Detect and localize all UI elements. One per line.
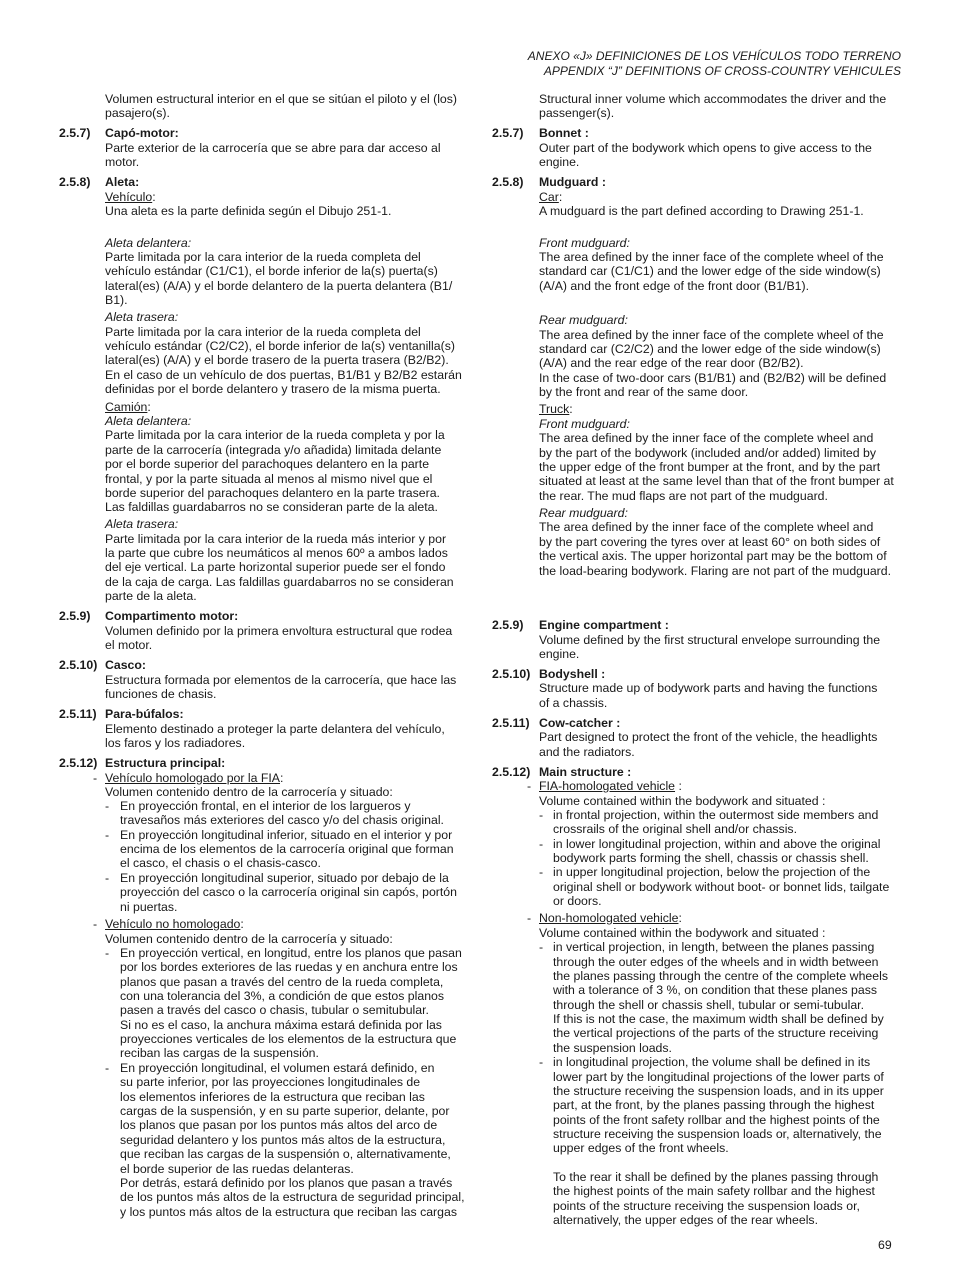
dash: -: [539, 865, 544, 879]
dash: -: [539, 808, 544, 822]
colon: :: [240, 917, 244, 931]
left-line: el casco, el chasis o el chasis-casco.: [120, 856, 321, 870]
left-line: Las faldillas guardabarros no se consideran parte de la aleta.: [105, 500, 438, 514]
right-line: the rear. The mud flaps are not part of the mudguard.: [539, 489, 828, 503]
dash: -: [539, 940, 544, 954]
left-line: parte de la aleta.: [105, 589, 197, 603]
section-title: Bodyshell :: [539, 667, 606, 681]
dash: -: [105, 1061, 110, 1075]
left-line: lateral(es) (A/A) y el borde trasero de la puerta trasera (B2/B2).: [105, 353, 449, 367]
running-header: [528, 49, 901, 78]
left-line: cargas de la suspensión, y en su parte superior, delante, por: [120, 1104, 450, 1118]
dash: -: [105, 799, 110, 813]
right-line: the suspension loads.: [553, 1041, 672, 1055]
left-line: Por detrás, estará definido por los planos que pasan a través: [120, 1176, 453, 1190]
left-line: Parte limitada por la cara interior de la rueda completa y por la: [105, 428, 445, 442]
section-number: 2.5.8): [492, 175, 524, 189]
left-line: Una aleta es la parte definida según el Dibujo 251-1.: [105, 204, 392, 218]
left-line: Elemento destinado a proteger la parte delantera del vehículo,: [105, 722, 445, 736]
dash: -: [105, 871, 110, 885]
section-title: Engine compartment :: [539, 618, 669, 632]
right-line: bodywork parts forming the shell, chassis or chassis shell.: [553, 851, 869, 865]
left-line: los elementos inferiores de la estructura que reciban las: [120, 1090, 425, 1104]
left-line: Si no es el caso, la anchura máxima estará definida por las: [120, 1018, 442, 1032]
left-line: borde superior del parachoques delantero en la parte trasera.: [105, 486, 440, 500]
dash: -: [93, 917, 98, 931]
subheading-underlined: Non-homologated vehicle: [539, 911, 679, 925]
left-line: seguridad delantero y los puntos más altos de la estructura,: [120, 1133, 446, 1147]
section-title: Estructura principal:: [105, 756, 226, 770]
section-title: Para-búfalos:: [105, 707, 184, 721]
left-line: En proyección frontal, en el interior de los largueros y: [120, 799, 411, 813]
subheading-line: [105, 771, 283, 786]
right-line: of a chassis.: [539, 696, 608, 710]
left-line: En proyección longitudinal, el volumen estará definido, en: [120, 1061, 435, 1075]
colon: :: [147, 400, 151, 414]
right-line: structure receiving the suspension loads or, alternatively, the: [553, 1127, 882, 1141]
dash: -: [105, 946, 110, 960]
left-line: por los bordes exteriores de las ruedas y en anchura entre los: [120, 960, 458, 974]
section-title: Cow-catcher :: [539, 716, 621, 730]
right-line: standard car (C1/C1) and the lower edge of the side window(s): [539, 264, 881, 278]
colon: :: [678, 911, 682, 925]
left-line: En proyección vertical, en longitud, entre los planos que pasan: [120, 946, 462, 960]
right-line: the vertical projections of the parts of the structure receiving: [553, 1026, 879, 1040]
right-line: Structure made up of bodywork parts and having the functions: [539, 681, 878, 695]
subheading-line: [539, 402, 573, 417]
right-line: situated at least at the same level than that of the front bumper at: [539, 474, 894, 488]
right-line: Volume contained within the bodywork and situated :: [539, 926, 826, 940]
section-number: 2.5.7): [59, 126, 91, 140]
right-line: the structure receiving the suspension loads, and in its upper: [553, 1084, 884, 1098]
right-line: engine.: [539, 155, 580, 169]
subheading-line: [105, 917, 244, 932]
subheading-underlined: Camión: [105, 400, 148, 414]
right-line: The area defined by the inner face of the complete wheel of the: [539, 250, 884, 264]
right-line: points of the front safety rollbar and the highest points of the: [553, 1113, 880, 1127]
right-line: the vertical axis. The upper horizontal part may be the bottom of: [539, 549, 887, 563]
left-line: En el caso de un vehículo de dos puertas, B1/B1 y B2/B2 estarán: [105, 368, 462, 382]
right-line: (A/A) and the rear edge of the rear door (B2/B2).: [539, 356, 804, 370]
right-line: To the rear it shall be defined by the planes passing through: [553, 1170, 879, 1184]
left-line: su parte inferior, por las proyecciones longitudinales de: [120, 1075, 421, 1089]
dash: -: [539, 837, 544, 851]
left-line: de los puntos más altos de la estructura de seguridad principal,: [120, 1190, 465, 1204]
right-line: or doors.: [553, 894, 602, 908]
dash: -: [527, 779, 532, 793]
left-line: proyección del casco o la carrocería original sin capós, portón: [120, 885, 457, 899]
right-line: by the part covering the tyres over at least 60° on both sides of: [539, 535, 881, 549]
colon: :: [280, 771, 284, 785]
left-line: lateral(es) (A/A) y el borde delantero de la puerta delantera (B1/: [105, 279, 453, 293]
section-number: 2.5.10): [59, 658, 98, 672]
right-line: Volume contained within the bodywork and situated :: [539, 794, 826, 808]
left-line: planos que pasan a través del centro de la rueda completa,: [120, 975, 444, 989]
left-line: Parte limitada por la cara interior de la rueda completa del: [105, 250, 421, 264]
right-line: (A/A) and the front edge of the front door (B1/B1).: [539, 279, 810, 293]
left-line: funciones de chasis.: [105, 687, 217, 701]
left-line: motor.: [105, 155, 140, 169]
left-line: Parte exterior de la carrocería que se abre para dar acceso al: [105, 141, 441, 155]
right-line: through the outer edges of the wheels and in width between: [553, 955, 879, 969]
left-line: Volumen definido por la primera envoltura estructural que rodea: [105, 624, 453, 638]
right-line: the highest points of the main safety rollbar and the highest: [553, 1184, 875, 1198]
right-line: through the shell or chassis shell, tubular or semi-tubular.: [553, 998, 864, 1012]
left-line: proyecciones verticales de los elementos de la estructura que: [120, 1032, 457, 1046]
section-number: 2.5.7): [492, 126, 524, 140]
right-line: by the part of the bodywork (included and/or added) limited by: [539, 446, 876, 460]
right-line: in lower longitudinal projection, within and above the original: [553, 837, 881, 851]
right-line: Volume defined by the first structural envelope surrounding the: [539, 633, 881, 647]
left-line: pasen a través del casco o chasis, tubular o semitubular.: [120, 1003, 429, 1017]
left-line: reciban las cargas de la suspensión.: [120, 1046, 319, 1060]
right-line: A mudguard is the part defined according to Drawing 251-1.: [539, 204, 864, 218]
section-number: 2.5.12): [492, 765, 531, 779]
right-line: points of the structure receiving the suspension loads or,: [553, 1199, 860, 1213]
right-line: by the front and rear of the same door.: [539, 385, 749, 399]
right-line: In the case of two-door cars (B1/B1) and (B2/B2) will be defined: [539, 371, 887, 385]
section-number: 2.5.10): [492, 667, 531, 681]
dash: -: [93, 771, 98, 785]
dash: -: [539, 1055, 544, 1069]
left-line: de la caja de carga. Las faldillas guardabarros no se consideran: [105, 575, 454, 589]
right-line: with a tolerance of 3 %, on condition that these planes pass: [553, 983, 878, 997]
left-line: frontal, y por la parte situada al menos al mismo nivel que el: [105, 472, 433, 486]
subheading-italic: Aleta delantera:: [105, 236, 192, 250]
section-number: 2.5.11): [59, 707, 97, 721]
subheading-underlined: Vehículo no homologado: [105, 917, 241, 931]
right-line: The area defined by the inner face of the complete wheel and: [539, 520, 874, 534]
section-number: 2.5.12): [59, 756, 98, 770]
section-title: Aleta:: [105, 175, 140, 189]
right-line: the load-bearing bodywork. Flaring are not part of the mudguard.: [539, 564, 892, 578]
left-line: Volumen estructural interior en el que se sitúan el piloto y el (los): [105, 92, 458, 106]
left-line: el borde superior de las ruedas delanteras.: [120, 1162, 354, 1176]
left-line: parte de la carrocería (integrada y/o añadida) limitada delante: [105, 443, 442, 457]
left-line: vehículo estándar (C1/C1), el borde inferior de la(s) puerta(s): [105, 264, 438, 278]
right-line: alternatively, the upper edges of the rear wheels.: [553, 1213, 818, 1227]
colon: :: [569, 402, 573, 416]
subheading-line: [539, 779, 682, 794]
section-title: Capó-motor:: [105, 126, 179, 140]
subheading-line: [539, 911, 682, 926]
left-line: que reciban las cargas de la suspensión o, alternativamente,: [120, 1147, 451, 1161]
subheading-underlined: Vehículo homologado por la FIA: [105, 771, 281, 785]
left-line: En proyección longitudinal inferior, situado en el interior y por: [120, 828, 453, 842]
left-line: ni puertas.: [120, 900, 178, 914]
colon: :: [558, 190, 563, 204]
right-line: engine.: [539, 647, 580, 661]
left-line: Estructura formada por elementos de la carrocería, que hace las: [105, 673, 457, 687]
right-line: passenger(s).: [539, 106, 615, 120]
left-line: vehículo estándar (C2/C2), el borde inferior de la(s) ventanilla(s): [105, 339, 455, 353]
subheading-italic: Front mudguard:: [539, 236, 630, 250]
right-line: Structural inner volume which accommodates the driver and the: [539, 92, 887, 106]
left-line: encima de los elementos de la carrocería original que forman: [120, 842, 454, 856]
left-line: travesaños más exteriores del casco y/o del chasis original.: [120, 813, 444, 827]
subheading-italic: Rear mudguard:: [539, 313, 628, 327]
subheading-underlined: FIA-homologated vehicle: [539, 779, 676, 793]
right-line: lower part by the longitudinal projections of the lower parts of: [553, 1070, 884, 1084]
section-title: Bonnet :: [539, 126, 589, 140]
left-line: Volumen contenido dentro de la carrocería y situado:: [105, 785, 393, 799]
left-line: por el borde superior del parachoques delantero en la parte: [105, 457, 430, 471]
left-line: los faros y los radiadores.: [105, 736, 246, 750]
subheading-italic: Front mudguard:: [539, 417, 630, 431]
subheading-underlined: Truck: [539, 402, 570, 416]
section-number: 2.5.9): [59, 609, 91, 623]
header-line-en: APPENDIX “J” DEFINITIONS OF CROSS-COUNTRY VEHICULES: [543, 63, 901, 78]
section-number: 2.5.9): [492, 618, 524, 632]
left-line: del eje vertical. La parte horizontal superior puede ser el fondo: [105, 560, 446, 574]
section-number: 2.5.8): [59, 175, 91, 189]
right-line: original shell or bodywork without boot- or bonnet lids, tailgate: [553, 880, 890, 894]
left-line: En proyección longitudinal superior, situado por debajo de la: [120, 871, 449, 885]
colon: :: [152, 190, 156, 204]
subheading-italic: Aleta trasera:: [105, 517, 179, 531]
right-line: The area defined by the inner face of the complete wheel and: [539, 431, 874, 445]
right-line: in upper longitudinal projection, below the projection of the: [553, 865, 871, 879]
right-line: in frontal projection, within the outermost side members and: [553, 808, 879, 822]
section-title: Casco:: [105, 658, 147, 672]
section-number: 2.5.11): [492, 716, 530, 730]
right-line: Part designed to protect the front of the vehicle, the headlights: [539, 730, 878, 744]
subheading-italic: Rear mudguard:: [539, 506, 628, 520]
subheading-line: [539, 190, 562, 205]
left-line: Volumen contenido dentro de la carrocería y situado:: [105, 932, 393, 946]
right-line: the upper edge of the front bumper at the front, and by the part: [539, 460, 881, 474]
left-line: Parte limitada por la cara interior de la rueda más interior y por: [105, 532, 447, 546]
subheading-underlined: Car: [539, 190, 559, 204]
left-line: definidas por el borde delantero y trasero de la misma puerta.: [105, 382, 441, 396]
right-line: and the radiators.: [539, 745, 635, 759]
left-line: los planos que pasan por los puntos más altos del arco de: [120, 1118, 438, 1132]
section-title: Mudguard :: [539, 175, 606, 189]
right-line: If this is not the case, the maximum width shall be defined by: [553, 1012, 884, 1026]
left-line: B1).: [105, 293, 128, 307]
right-line: in vertical projection, in length, between the planes passing: [553, 940, 875, 954]
subheading-line: [105, 190, 156, 205]
right-line: The area defined by the inner face of the complete wheel of the: [539, 328, 884, 342]
dash: -: [105, 828, 110, 842]
dash: -: [527, 911, 532, 925]
right-line: in longitudinal projection, the volume shall be defined in its: [553, 1055, 871, 1069]
subheading-italic: Aleta delantera:: [105, 414, 192, 428]
right-line: crossrails of the original shell and/or chassis.: [553, 822, 797, 836]
space-colon: :: [675, 779, 682, 793]
right-line: the planes passing through the centre of the complete wheels: [553, 969, 888, 983]
subheading-underlined: Vehículo: [105, 190, 153, 204]
right-line: standard car (C2/C2) and the lower edge of the side window(s): [539, 342, 881, 356]
right-line: part, at the front, by the planes passing through the highest: [553, 1098, 875, 1112]
subheading-line: [105, 400, 151, 415]
left-line: la parte que cubre los neumáticos al menos 60º a ambos lados: [105, 546, 448, 560]
right-line: Outer part of the bodywork which opens to give access to the: [539, 141, 872, 155]
subheading-italic: Aleta trasera:: [105, 310, 179, 324]
left-line: con una tolerancia del 3%, a condición de que estos planos: [120, 989, 445, 1003]
right-line: upper edges of the front wheels.: [553, 1141, 729, 1155]
left-line: y los puntos más altos de la estructura que reciban las cargas: [120, 1205, 457, 1219]
section-title: Main structure :: [539, 765, 632, 779]
section-title: Compartimento motor:: [105, 609, 239, 623]
header-line-es: ANEXO «J» DEFINICIONES DE LOS VEHÍCULOS TODO TERRENO: [527, 49, 901, 63]
left-line: pasajero(s).: [105, 106, 170, 120]
left-line: Parte limitada por la cara interior de la rueda completa del: [105, 325, 421, 339]
left-line: el motor.: [105, 638, 153, 652]
page-number: 69: [878, 1238, 892, 1252]
